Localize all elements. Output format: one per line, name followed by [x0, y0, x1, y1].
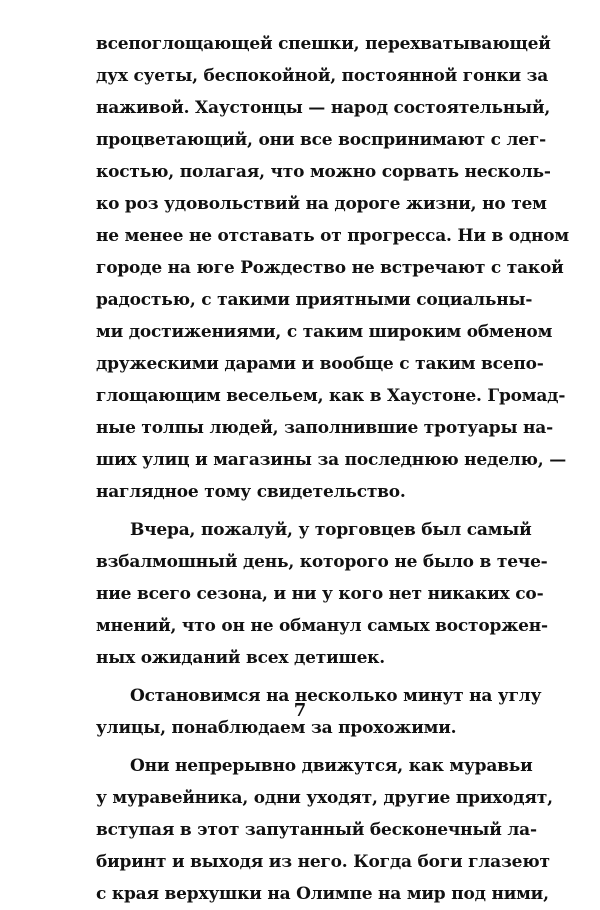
text-line: не менее не отставать от прогресса. Ни в одном [96, 226, 569, 246]
text-line: городе на юге Рождество не встречают с такой [96, 258, 564, 278]
paragraph [96, 28, 569, 508]
text-line: ко роз удовольствий на дороге жизни, но тем [96, 194, 547, 214]
text-line: у муравейника, одни уходят, другие приходят, [96, 788, 553, 808]
body-text [96, 28, 569, 910]
page-number: 7 [293, 700, 307, 721]
paragraph [96, 514, 548, 674]
text-line: вступая в этот запутанный бесконечный ла- [96, 820, 537, 840]
text-line: Остановимся на несколько минут на углу [130, 686, 542, 706]
paragraph [96, 750, 553, 910]
text-line: Вчера, пожалуй, у торговцев был самый [130, 520, 532, 540]
text-line: дух суеты, беспокойной, постоянной гонки за [96, 66, 549, 86]
text-line: радостью, с такими приятными социальны- [96, 290, 533, 310]
text-line: с края верхушки на Олимпе на мир под ними, [96, 884, 549, 904]
text-line: наживой. Хаустонцы — народ состоятельный, [96, 98, 551, 118]
text-line: ных ожиданий всех детишек. [96, 648, 385, 668]
text-line: процветающий, они все воспринимают с лег- [96, 130, 546, 150]
text-line: ные толпы людей, заполнившие тротуары на- [96, 418, 553, 438]
text-line: костью, полагая, что можно сорвать несколь- [96, 162, 551, 182]
text-line: взбалмошный день, которого не было в тече- [96, 552, 548, 572]
text-line: наглядное тому свидетельство. [96, 482, 406, 502]
text-line: ние всего сезона, и ни у кого нет никаких со- [96, 584, 544, 604]
text-line: Они непрерывно движутся, как муравьи [130, 756, 533, 776]
text-line: всепоглощающей спешки, перехватывающей [96, 34, 551, 54]
text-line: ми достижениями, с таким широким обменом [96, 322, 553, 342]
text-line: биринт и выходя из него. Когда боги глазеют [96, 852, 550, 872]
text-line: глощающим весельем, как в Хаустоне. Громад- [96, 386, 566, 406]
text-line: ших улиц и магазины за последнюю неделю, — [96, 450, 567, 470]
text-line: улицы, понаблюдаем за прохожими. [96, 718, 457, 738]
text-line: мнений, что он не обманул самых восторжен- [96, 616, 548, 636]
text-line: дружескими дарами и вообще с таким всепо- [96, 354, 544, 374]
